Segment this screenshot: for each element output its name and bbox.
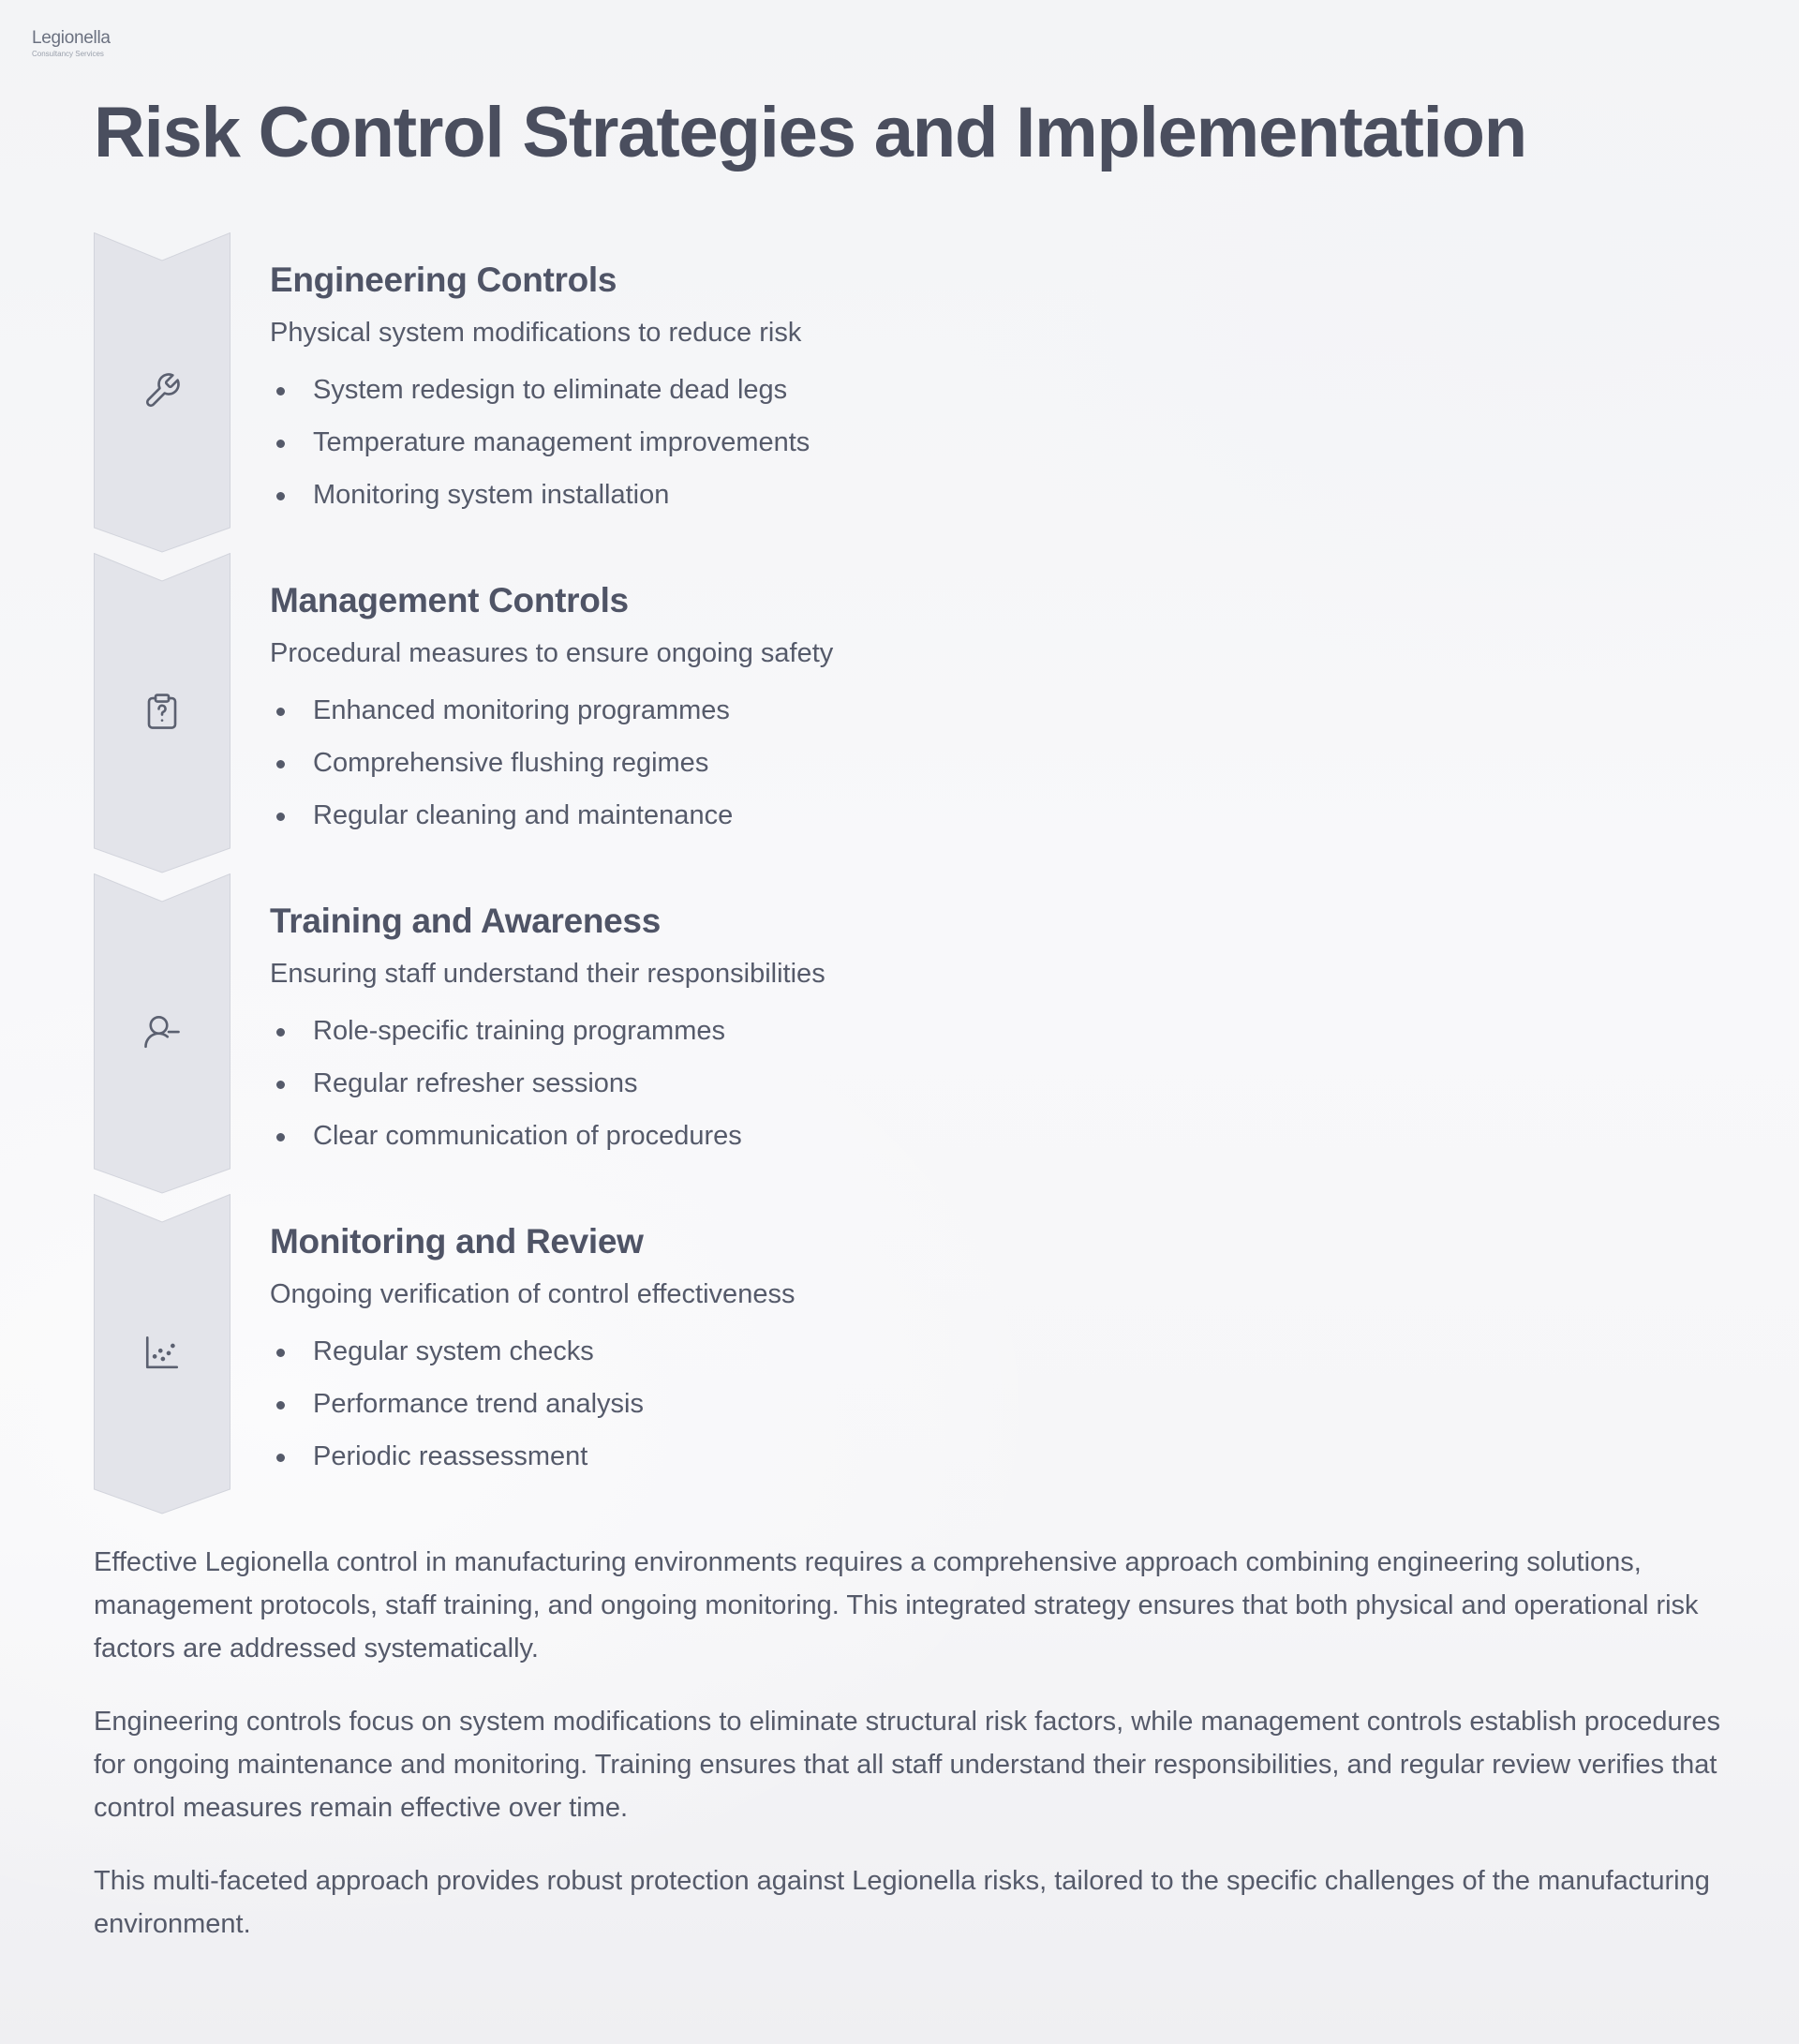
list-item: Performance trend analysis bbox=[270, 1378, 1743, 1430]
step-title: Engineering Controls bbox=[270, 261, 617, 299]
logo-name: Legionella bbox=[32, 28, 111, 48]
paragraph: This multi-faceted approach provides robust protection against Legionella risks, tailored to the specific challenges of the manufacturing environment. bbox=[94, 1866, 1710, 1939]
paragraph: Engineering controls focus on system modifications to eliminate structural risk factors, while management controls establish procedures for ongoing maintenance and monitoring. Training ensures that all staff understand their responsibilities, and regular review verifies that control measures remain effective over time. bbox=[94, 1707, 1720, 1823]
list-item: Comprehensive flushing regimes bbox=[270, 737, 1743, 789]
step-content bbox=[270, 581, 1743, 842]
step-training-awareness bbox=[94, 873, 1743, 1194]
step-content bbox=[270, 1222, 1743, 1483]
step-list bbox=[270, 684, 1743, 842]
list-item: Regular cleaning and maintenance bbox=[270, 789, 1743, 842]
step-description: Physical system modifications to reduce risk bbox=[270, 317, 802, 348]
step-content bbox=[270, 902, 1743, 1162]
step-list bbox=[270, 1005, 1743, 1162]
step-title: Monitoring and Review bbox=[270, 1222, 644, 1261]
list-item: Temperature management improvements bbox=[270, 416, 1743, 469]
page-title: Risk Control Strategies and Implementation bbox=[94, 93, 1526, 172]
step-description: Ensuring staff understand their responsibilities bbox=[270, 958, 825, 989]
step-management-controls bbox=[94, 553, 1743, 873]
step-engineering-controls bbox=[94, 232, 1743, 553]
user-minus-icon bbox=[142, 1012, 182, 1052]
summary-text bbox=[94, 1541, 1724, 1976]
list-item: Regular refresher sessions bbox=[270, 1057, 1743, 1110]
paragraph: Effective Legionella control in manufacturing environments requires a comprehensive approach combining engineering solutions, management protocols, staff training, and ongoing monitoring. This integrated strategy ensures that both physical and operational risk factors are addressed systematically. bbox=[94, 1547, 1699, 1664]
step-title: Management Controls bbox=[270, 581, 629, 619]
list-item: Enhanced monitoring programmes bbox=[270, 684, 1743, 737]
step-list bbox=[270, 1325, 1743, 1483]
list-item: Monitoring system installation bbox=[270, 469, 1743, 521]
step-list bbox=[270, 364, 1743, 521]
list-item: Regular system checks bbox=[270, 1325, 1743, 1378]
clipboard-question-icon bbox=[142, 692, 182, 731]
step-content bbox=[270, 261, 1743, 521]
logo-subtitle: Consultancy Services bbox=[32, 50, 104, 58]
step-title: Training and Awareness bbox=[270, 902, 661, 940]
strategy-steps bbox=[94, 232, 1743, 1514]
list-item: Periodic reassessment bbox=[270, 1430, 1743, 1483]
list-item: Role-specific training programmes bbox=[270, 1005, 1743, 1057]
scatter-chart-icon bbox=[142, 1333, 182, 1372]
logo bbox=[32, 29, 144, 58]
list-item: System redesign to eliminate dead legs bbox=[270, 364, 1743, 416]
step-description: Ongoing verification of control effectiveness bbox=[270, 1278, 795, 1309]
list-item: Clear communication of procedures bbox=[270, 1110, 1743, 1162]
step-description: Procedural measures to ensure ongoing safety bbox=[270, 637, 834, 668]
wrench-icon bbox=[142, 371, 182, 410]
step-monitoring-review bbox=[94, 1194, 1743, 1514]
